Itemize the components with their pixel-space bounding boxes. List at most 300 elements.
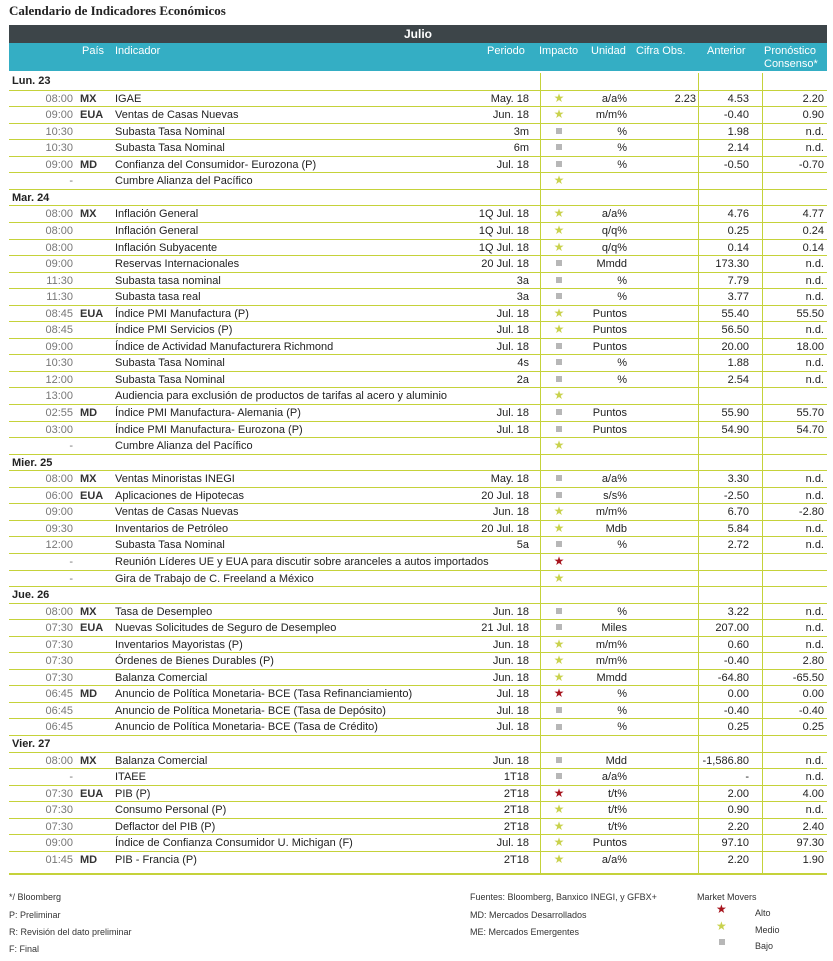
- anterior-cell: 0.25: [727, 721, 749, 734]
- anterior-cell: 97.10: [721, 837, 749, 850]
- table-row: [9, 718, 827, 735]
- time-cell: 06:45: [45, 704, 73, 717]
- unidad-cell: q/q%: [601, 241, 627, 254]
- periodo-cell: Jun. 18: [492, 605, 529, 618]
- table-row: [9, 636, 827, 653]
- anterior-cell: 1.88: [727, 357, 749, 370]
- impacto-cell: [551, 240, 567, 256]
- impacto-cell: [551, 339, 567, 355]
- table-row: [9, 222, 827, 239]
- periodo-cell: Jun. 18: [492, 638, 529, 651]
- unidad-cell: Puntos: [592, 307, 627, 320]
- unidad-cell: t/t%: [608, 787, 627, 800]
- time-cell: 08:00: [45, 241, 73, 254]
- pronostico-cell: 4.77: [802, 208, 824, 221]
- periodo-cell: Jul. 18: [496, 307, 529, 320]
- table-row: [9, 603, 827, 620]
- impact-medio-icon: ★: [553, 107, 565, 122]
- impacto-cell: [551, 819, 567, 835]
- table-bottom-line: [9, 873, 827, 875]
- impacto-cell: [551, 173, 567, 189]
- pais-cell: MD: [80, 158, 98, 171]
- impacto-cell: [551, 802, 567, 818]
- indicador-cell: Aplicaciones de Hipotecas: [115, 489, 245, 502]
- indicador-cell: ITAEE: [115, 771, 146, 784]
- impact-alto-icon: ★: [553, 553, 565, 568]
- impacto-cell: [551, 571, 567, 587]
- time-cell: 07:30: [45, 820, 73, 833]
- pronostico-cell: n.d.: [805, 473, 824, 486]
- sep-obs: [698, 73, 699, 873]
- indicador-cell: Anuncio de Política Monetaria- BCE (Tasa de Crédito): [115, 721, 378, 734]
- anterior-cell: 0.25: [727, 224, 749, 237]
- pronostico-cell: 54.70: [796, 423, 824, 436]
- impact-medio-icon: ★: [553, 653, 565, 668]
- pronostico-cell: n.d.: [805, 142, 824, 155]
- time-cell: 12:00: [45, 373, 73, 386]
- pronostico-cell: 1.90: [802, 853, 824, 866]
- impact-bajo-icon: [556, 343, 562, 349]
- time-cell: 03:00: [45, 423, 73, 436]
- time-cell: 07:30: [45, 804, 73, 817]
- periodo-cell: May. 18: [490, 473, 529, 486]
- table-row: [9, 801, 827, 818]
- table-row: [9, 288, 827, 305]
- time-cell: 10:30: [45, 357, 73, 370]
- table-row: [9, 123, 827, 140]
- impacto-cell: [551, 405, 567, 421]
- impacto-cell: [551, 223, 567, 239]
- impacto-cell: [551, 273, 567, 289]
- unidad-cell: %: [617, 142, 627, 155]
- pais-cell: MX: [80, 605, 97, 618]
- time-cell: -: [69, 555, 73, 568]
- indicador-cell: Deflactor del PIB (P): [115, 820, 216, 833]
- impacto-cell: [551, 604, 567, 620]
- indicador-cell: Índice PMI Servicios (P): [115, 324, 233, 337]
- indicador-cell: Índice PMI Manufactura- Alemania (P): [115, 407, 301, 419]
- impact-bajo-icon: [556, 128, 562, 134]
- impact-bajo-icon: [556, 624, 562, 630]
- pronostico-cell: n.d.: [805, 357, 824, 370]
- pronostico-cell: 0.90: [802, 109, 824, 122]
- periodo-cell: 2T18: [503, 820, 529, 833]
- table-row: [9, 272, 827, 289]
- impact-bajo-icon: [556, 724, 562, 730]
- table-row: [9, 172, 827, 189]
- impact-medio-icon: ★: [553, 239, 565, 254]
- periodo-cell: 2T18: [503, 787, 529, 800]
- impact-medio-icon: ★: [553, 851, 565, 866]
- indicador-cell: Inventarios Mayoristas (P): [115, 638, 243, 651]
- impact-medio-icon: ★: [553, 504, 565, 519]
- anterior-cell: -2.50: [723, 489, 749, 502]
- periodo-cell: Jul. 18: [496, 688, 529, 701]
- pais-cell: EUA: [80, 307, 104, 320]
- day-header: Mier. 25: [9, 454, 827, 471]
- unidad-cell: %: [617, 158, 627, 171]
- anterior-cell: 3.30: [727, 473, 749, 486]
- time-cell: 01:45: [45, 853, 73, 866]
- pronostico-cell: 0.25: [802, 721, 824, 734]
- indicador-cell: Balanza Comercial: [115, 671, 208, 684]
- day-header: Lun. 23: [12, 75, 51, 87]
- periodo-cell: 3a: [516, 274, 529, 287]
- table-row: [9, 338, 827, 355]
- table-row: [9, 669, 827, 686]
- periodo-cell: 6m: [513, 142, 529, 155]
- indicador-cell: Subasta tasa nominal: [115, 274, 221, 287]
- anterior-cell: -0.50: [723, 158, 749, 171]
- impact-medio-icon: ★: [553, 173, 565, 188]
- indicador-cell: Índice PMI Manufactura (P): [115, 307, 249, 320]
- day-header: Mar. 24: [9, 189, 827, 206]
- impacto-cell: [551, 157, 567, 173]
- impacto-cell: [551, 422, 567, 438]
- unidad-cell: Mmdd: [596, 258, 627, 271]
- periodo-cell: 20 Jul. 18: [481, 258, 529, 271]
- indicador-cell: Gira de Trabajo de C. Freeland a México: [115, 572, 314, 585]
- table-row: [9, 205, 827, 222]
- legend-title: Market Movers: [697, 892, 757, 902]
- impact-alto-icon: ★: [553, 785, 565, 800]
- periodo-cell: Jul. 18: [496, 423, 529, 436]
- note-md: MD: Mercados Desarrollados: [470, 910, 587, 920]
- impacto-cell: [551, 769, 567, 785]
- pais-cell: EUA: [80, 622, 104, 635]
- pronostico-cell: -0.40: [798, 704, 824, 717]
- time-cell: 11:30: [46, 274, 73, 287]
- periodo-cell: Jul. 18: [496, 704, 529, 717]
- unidad-cell: a/a%: [601, 473, 627, 486]
- periodo-cell: 5a: [516, 539, 529, 552]
- table-row: [9, 437, 827, 454]
- indicador-cell: Inventarios de Petróleo: [115, 522, 229, 535]
- table-row: [9, 536, 827, 553]
- indicador-cell: Ventas Minoristas INEGI: [115, 473, 235, 486]
- table-row: [9, 619, 827, 636]
- indicador-cell: Audiencia para exclusión de productos de tarifas al acero y aluminio: [115, 390, 448, 403]
- unidad-cell: %: [617, 125, 627, 138]
- indicador-cell: Ventas de Casas Nuevas: [115, 506, 239, 519]
- time-cell: 08:45: [45, 307, 73, 320]
- time-cell: 13:00: [45, 390, 73, 403]
- impact-bajo-icon: [556, 144, 562, 150]
- impacto-cell: [551, 521, 567, 537]
- pais-cell: MX: [80, 92, 97, 105]
- unidad-cell: %: [617, 539, 627, 552]
- impact-medio-icon: ★: [553, 90, 565, 105]
- unidad-cell: Puntos: [592, 340, 627, 353]
- anterior-cell: -0.40: [723, 655, 749, 668]
- pais-cell: EUA: [80, 787, 104, 800]
- impacto-cell: [551, 471, 567, 487]
- pronostico-cell: 97.30: [796, 837, 824, 850]
- pais-cell: MX: [80, 754, 97, 767]
- pais-cell: MD: [80, 853, 98, 866]
- unidad-cell: %: [617, 704, 627, 717]
- legend-medio-icon: ★: [716, 919, 727, 933]
- impacto-cell: [551, 653, 567, 669]
- impacto-cell: [551, 835, 567, 851]
- table-row: [9, 834, 827, 851]
- impact-medio-icon: ★: [553, 322, 565, 337]
- unidad-cell: Mdb: [605, 522, 627, 535]
- unidad-cell: m/m%: [595, 506, 627, 519]
- anterior-cell: 2.20: [727, 853, 749, 866]
- time-cell: 07:30: [45, 787, 73, 800]
- periodo-cell: 1Q Jul. 18: [478, 241, 529, 254]
- time-cell: 08:00: [45, 224, 73, 237]
- unidad-cell: Puntos: [592, 407, 627, 419]
- impact-bajo-icon: [556, 608, 562, 614]
- periodo-cell: 4s: [517, 357, 529, 370]
- anterior-cell: -64.80: [717, 671, 749, 684]
- pronostico-cell: n.d.: [805, 125, 824, 138]
- impact-medio-icon: ★: [553, 388, 565, 403]
- unidad-cell: t/t%: [608, 820, 627, 833]
- anterior-cell: 4.53: [727, 92, 749, 105]
- unidad-cell: m/m%: [595, 109, 627, 122]
- indicador-cell: Índice de Confianza Consumidor U. Michigan (F): [115, 837, 353, 850]
- periodo-cell: Jul. 18: [496, 837, 529, 850]
- impacto-cell: [551, 686, 567, 702]
- time-cell: 09:30: [45, 522, 73, 535]
- anterior-cell: 55.40: [721, 307, 749, 320]
- impact-alto-icon: ★: [553, 686, 565, 701]
- unidad-cell: %: [617, 605, 627, 618]
- anterior-cell: 2.20: [727, 820, 749, 833]
- table-row: [9, 470, 827, 487]
- impact-medio-icon: ★: [553, 818, 565, 833]
- header-indicador: Indicador: [115, 45, 161, 57]
- impact-medio-icon: ★: [553, 438, 565, 453]
- time-cell: 09:00: [45, 837, 73, 850]
- table-row: [9, 553, 827, 570]
- anterior-cell: 2.72: [727, 539, 749, 552]
- impact-bajo-icon: [556, 757, 562, 763]
- impact-bajo-icon: [556, 426, 562, 432]
- pais-cell: MX: [80, 208, 97, 221]
- unidad-cell: %: [617, 274, 627, 287]
- impact-medio-icon: ★: [553, 669, 565, 684]
- time-cell: 09:00: [45, 158, 73, 171]
- pronostico-cell: n.d.: [805, 622, 824, 635]
- table-row: [9, 851, 827, 868]
- day-header: Vier. 27: [9, 735, 827, 752]
- impacto-cell: [551, 753, 567, 769]
- periodo-cell: Jun. 18: [492, 109, 529, 122]
- periodo-cell: 2T18: [503, 804, 529, 817]
- table-row: [9, 768, 827, 785]
- pronostico-cell: n.d.: [805, 804, 824, 817]
- anterior-cell: 56.50: [721, 324, 749, 337]
- unidad-cell: %: [617, 688, 627, 701]
- pronostico-cell: 55.70: [796, 407, 824, 419]
- indicador-cell: Subasta Tasa Nominal: [115, 142, 225, 155]
- impact-medio-icon: ★: [553, 802, 565, 817]
- table-row: [9, 354, 827, 371]
- impact-medio-icon: ★: [553, 520, 565, 535]
- anterior-cell: -1,586.80: [702, 754, 749, 767]
- unidad-cell: a/a%: [601, 771, 627, 784]
- header-periodo: Periodo: [487, 45, 525, 57]
- impacto-cell: [551, 107, 567, 123]
- anterior-cell: 4.76: [727, 208, 749, 221]
- time-cell: 08:00: [45, 473, 73, 486]
- pronostico-cell: 0.24: [802, 224, 824, 237]
- table-row: [9, 139, 827, 156]
- periodo-cell: 2a: [516, 373, 529, 386]
- impact-bajo-icon: [556, 475, 562, 481]
- impacto-cell: [551, 703, 567, 719]
- anterior-cell: 173.30: [715, 258, 749, 271]
- time-cell: 08:00: [45, 754, 73, 767]
- impacto-cell: [551, 355, 567, 371]
- table-row: [9, 255, 827, 272]
- indicador-cell: Consumo Personal (P): [115, 804, 227, 817]
- table-row: [9, 652, 827, 669]
- indicador-cell: Anuncio de Política Monetaria- BCE (Tasa Refinanciamiento): [115, 688, 413, 701]
- impacto-cell: [551, 670, 567, 686]
- impacto-cell: [551, 91, 567, 107]
- table-row: [9, 818, 827, 835]
- pais-cell: MX: [80, 473, 97, 486]
- pais-cell: EUA: [80, 489, 104, 502]
- periodo-cell: Jun. 18: [492, 671, 529, 684]
- time-cell: 06:45: [45, 721, 73, 734]
- indicador-cell: Inflación General: [115, 224, 199, 237]
- periodo-cell: Jun. 18: [492, 506, 529, 519]
- pronostico-cell: n.d.: [805, 771, 824, 784]
- indicador-cell: Subasta tasa real: [115, 291, 201, 304]
- header-cifra-obs: Cifra Obs.: [636, 45, 686, 57]
- table-row: [9, 520, 827, 537]
- page-title: Calendario de Indicadores Económicos: [9, 3, 226, 18]
- periodo-cell: 20 Jul. 18: [481, 489, 529, 502]
- unidad-cell: %: [617, 373, 627, 386]
- pronostico-cell: 4.00: [802, 787, 824, 800]
- pronostico-cell: 2.20: [802, 92, 824, 105]
- indicador-cell: Subasta Tasa Nominal: [115, 373, 225, 386]
- table-row: [9, 685, 827, 702]
- impact-bajo-icon: [556, 773, 562, 779]
- legend-alto-icon: ★: [716, 902, 727, 916]
- impacto-cell: [551, 786, 567, 802]
- indicador-cell: Tasa de Desempleo: [115, 605, 213, 618]
- pronostico-cell: n.d.: [805, 373, 824, 386]
- note-me: ME: Mercados Emergentes: [470, 927, 580, 937]
- pronostico-cell: -65.50: [792, 671, 824, 684]
- impacto-cell: [551, 637, 567, 653]
- unidad-cell: Miles: [601, 622, 627, 635]
- table-row: [9, 404, 827, 421]
- impacto-cell: [551, 620, 567, 636]
- anterior-cell: 0.00: [727, 688, 749, 701]
- periodo-cell: 1Q Jul. 18: [478, 208, 529, 221]
- time-cell: 08:00: [45, 208, 73, 221]
- impact-bajo-icon: [556, 359, 562, 365]
- indicador-cell: Subasta Tasa Nominal: [115, 539, 225, 552]
- impact-bajo-icon: [556, 161, 562, 167]
- header-consenso: Consenso*: [764, 58, 818, 70]
- impact-bajo-icon: [556, 293, 562, 299]
- impact-medio-icon: ★: [553, 305, 565, 320]
- pronostico-cell: 18.00: [796, 340, 824, 353]
- indicador-cell: Subasta Tasa Nominal: [115, 125, 225, 138]
- impact-medio-icon: ★: [553, 636, 565, 651]
- table-row: [9, 421, 827, 438]
- impact-medio-icon: ★: [553, 570, 565, 585]
- pronostico-cell: -2.80: [798, 506, 824, 519]
- note-fuentes: Fuentes: Bloomberg, Banxico INEGI, y GFBX+: [470, 892, 657, 902]
- pronostico-cell: n.d.: [805, 605, 824, 618]
- header-pais: País: [82, 45, 105, 57]
- periodo-cell: Jul. 18: [496, 158, 529, 171]
- header-anterior: Anterior: [707, 45, 746, 57]
- indicador-cell: Índice de Actividad Manufacturera Richmond: [115, 340, 334, 353]
- impacto-cell: [551, 322, 567, 338]
- unidad-cell: a/a%: [601, 208, 627, 221]
- time-cell: 08:00: [45, 92, 73, 105]
- cifra-obs-cell: 2.23: [674, 92, 696, 105]
- note-revision: R: Revisión del dato preliminar: [9, 927, 132, 937]
- unidad-cell: Puntos: [592, 837, 627, 850]
- time-cell: 09:00: [45, 109, 73, 122]
- time-cell: 08:45: [45, 324, 73, 337]
- impacto-cell: [551, 504, 567, 520]
- anterior-cell: -0.40: [723, 109, 749, 122]
- anterior-cell: 207.00: [715, 622, 749, 635]
- time-cell: -: [69, 771, 73, 784]
- impacto-cell: [551, 852, 567, 868]
- impacto-cell: [551, 206, 567, 222]
- time-cell: 07:30: [45, 655, 73, 668]
- day-header: Jue. 26: [9, 586, 827, 603]
- month-header: Julio: [9, 25, 827, 43]
- impact-bajo-icon: [556, 260, 562, 266]
- indicador-cell: Reunión Líderes UE y EUA para discutir sobre aranceles a autos importados: [115, 555, 489, 568]
- table-row: [9, 106, 827, 123]
- pronostico-cell: n.d.: [805, 522, 824, 535]
- indicador-cell: Inflación General: [115, 208, 199, 221]
- sep-anterior: [762, 73, 763, 873]
- unidad-cell: m/m%: [595, 655, 627, 668]
- periodo-cell: 20 Jul. 18: [481, 522, 529, 535]
- impacto-cell: [551, 256, 567, 272]
- header-pronostico: Pronóstico: [764, 45, 816, 57]
- anterior-cell: 2.54: [727, 373, 749, 386]
- legend-medio-label: Medio: [755, 925, 780, 935]
- indicador-cell: Inflación Subyacente: [115, 241, 218, 254]
- header-impacto: Impacto: [539, 45, 579, 57]
- table-row: [9, 752, 827, 769]
- table-header: [9, 43, 827, 71]
- table-row: [9, 239, 827, 256]
- indicador-cell: Confianza del Consumidor- Eurozona (P): [115, 158, 317, 171]
- time-cell: 09:00: [45, 506, 73, 519]
- unidad-cell: %: [617, 721, 627, 734]
- impacto-cell: [551, 306, 567, 322]
- time-cell: 10:30: [45, 142, 73, 155]
- pais-cell: MD: [80, 407, 98, 419]
- periodo-cell: 3a: [516, 291, 529, 304]
- impacto-cell: [551, 537, 567, 553]
- unidad-cell: q/q%: [601, 224, 627, 237]
- anterior-cell: -0.40: [723, 704, 749, 717]
- pais-cell: EUA: [80, 109, 104, 122]
- legend-bajo-label: Bajo: [755, 941, 774, 951]
